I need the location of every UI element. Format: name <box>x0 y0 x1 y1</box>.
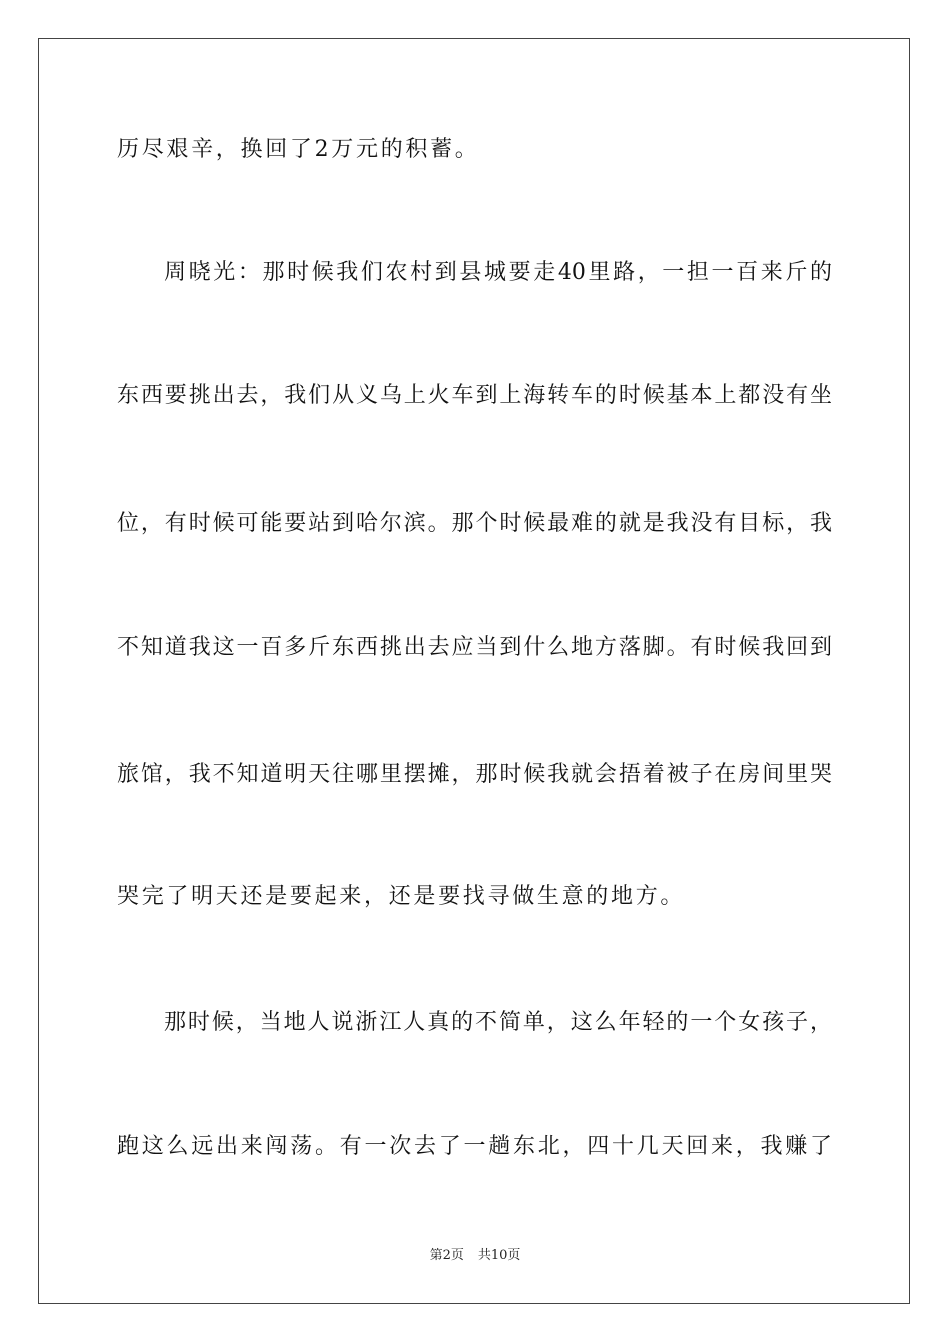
page-number: 第2页 <box>429 1248 464 1263</box>
paragraph-line: 哭完了明天还是要起来，还是要找寻做生意的地方。 <box>117 884 686 909</box>
paragraph-line: 历尽艰辛，换回了2万元的积蓄。 <box>117 137 480 162</box>
paragraph-line: 周晓光：那时候我们农村到县城要走40里路，一担一百来斤的 <box>164 260 832 285</box>
paragraph-line: 不知道我这一百多斤东西挑出去应当到什么地方落脚。有时候我回到 <box>117 635 832 660</box>
paragraph-line: 跑这么远出来闯荡。有一次去了一趟东北，四十几天回来，我赚了 <box>117 1134 832 1159</box>
page-total: 共10页 <box>477 1248 521 1263</box>
paragraph-line: 位，有时候可能要站到哈尔滨。那个时候最难的就是我没有目标，我 <box>117 511 832 536</box>
page-footer <box>0 1247 950 1265</box>
paragraph-line: 旅馆，我不知道明天往哪里摆摊，那时候我就会捂着被子在房间里哭 <box>117 762 832 787</box>
paragraph-line: 东西要挑出去，我们从义乌上火车到上海转车的时候基本上都没有坐 <box>117 383 832 408</box>
page-border <box>38 38 910 1304</box>
paragraph-line: 那时候，当地人说浙江人真的不简单，这么年轻的一个女孩子， <box>164 1010 832 1035</box>
